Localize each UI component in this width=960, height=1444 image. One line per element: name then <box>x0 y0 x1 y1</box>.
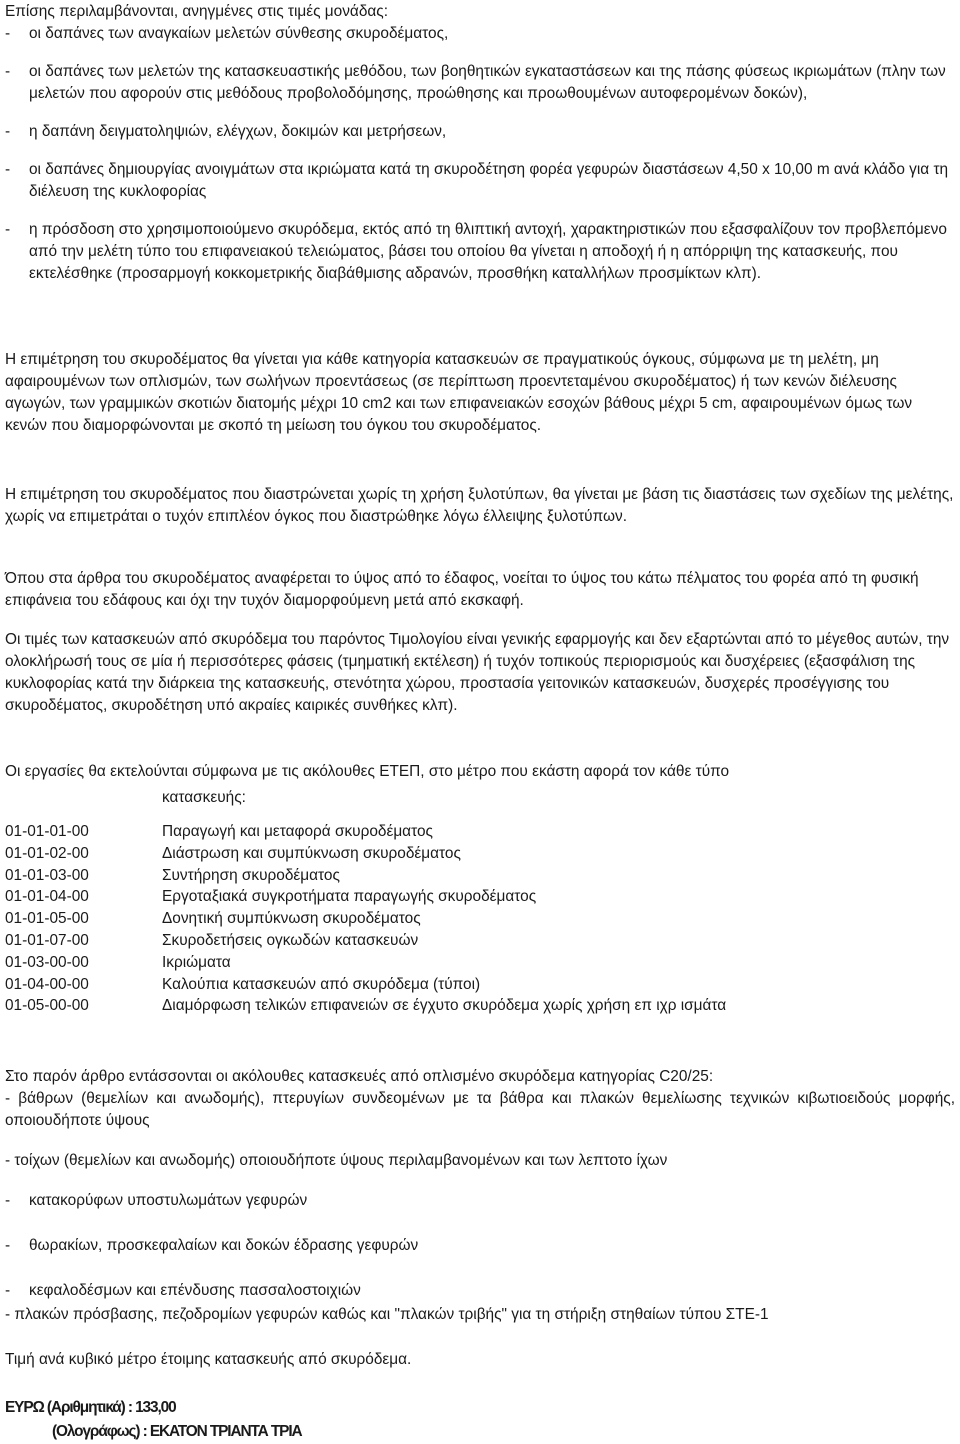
pricing-scope-paragraph: Οι τιμές των κατασκευών από σκυρόδεμα του παρόντος Τιμολογίου είναι γενικής εφαρμογής και δεν εξαρτώνται από το μέγεθος αυτών, την ολοκλήρωσή τους σε μία ή περισσότερες φάσεις (τμηματική εκτέλεση) ή τυχόν τοπικούς περιορισμούς και δυσχέρειες (εξασφάλιση της κυκλοφορίας κατά την διάρκεια της κατασκευής, στενότητα χώρου, προστασία γειτονικών κατασκευών, δυσχερές προσέγγισης του σκυροδέματος, σκυροδέτηση υπό ακραίες καιρικές συνθήκες κλπ). <box>5 631 950 714</box>
table-row: 01-01-01-00 Παραγωγή και μεταφορά σκυροδέματος <box>5 823 433 840</box>
list-item: - πλακών πρόσβασης, πεζοδρομίων γεφυρών καθώς και "πλακών τριβής" για τη στήριξη στηθαίων τύπου ΣΤΕ-1 <box>5 1306 769 1323</box>
list-item: - τοίχων (θεμελίων και ανωδομής) οποιουδήποτε ύψους περιλαμβανομένων και των λεπτοτο ίχων <box>5 1152 668 1169</box>
intro-line: Επίσης περιλαμβάνονται, ανηγμένες στις τιμές μονάδας: <box>5 3 388 20</box>
unit-price-line: Τιμή ανά κυβικό μέτρο έτοιμης κατασκευής από σκυρόδεμα. <box>5 1351 412 1368</box>
list-item: - κεφαλοδέσμων και επένδυσης πασσαλοστοιχιών <box>5 1282 361 1299</box>
article-scope-section <box>5 1066 955 1326</box>
list-item: - θωρακίων, προσκεφαλαίων και δοκών έδρασης γεφυρών <box>5 1237 419 1254</box>
table-row: 01-01-03-00 Συντήρηση σκυροδέματος <box>5 866 340 884</box>
table-row: 01-04-00-00 Καλούπια κατασκευών από σκυρόδεμα (τύποι) <box>5 975 481 993</box>
table-row: 01-01-02-00 Διάστρωση και συμπύκνωση σκυροδέματος <box>5 844 461 862</box>
table-row: 01-01-05-00 Δονητική συμπύκνωση σκυροδέματος <box>5 910 421 928</box>
height-definition-paragraph: Όπου στα άρθρα του σκυροδέματος αναφέρεται το ύψος από το έδαφος, νοείται το ύψος του κάτω πέλματος του φορέα από τη φυσική επιφάνεια του εδάφους και όχι την τυχόν διαμορφούμενη μετά από εκσκαφή. <box>5 570 919 609</box>
measurement-paragraph: Η επιμέτρηση του σκυροδέματος θα γίνεται για κάθε κατηγορία κατασκευών σε πραγματικούς όγκους, σύμφωνα με τη μελέτη, μη αφαιρουμένων των οπλισμών, των σωλήνων προεντάσεως (σε περίπτωση προεντεταμένου σκυροδέματος) ή των κενών διέλευσης αγωγών, των γραμμικών σκοτιών διατομής μέχρι 10 cm2 και των επιφανειακών εσοχών βάθους μέχρι 5 cm, αφαιρουμένων όμως των κενών που διαμορφώνονται με σκοπό τη μείωση του όγκου του σκυροδέματος. <box>5 351 913 434</box>
price-numeric: ΕΥΡΩ (Αριθμητικά) : 133,00 <box>5 1399 176 1416</box>
list-item: - η πρόσδοση στο χρησιμοποιούμενο σκυρόδεμα, εκτός από τη θλιπτική αντοχή, χαρακτηριστικών που εξασφαλίζουν τον προβλεπόμενο από την μελέτη τύπο του επιφανειακού τελειώματος, βάσει του οποίου θα γίνεται η αποδοχή ή η απόρριψη της κατασκευής, που εκτελέσθηκε (προσαρμογή κοκκομετρικής διαβάθμισης αδρανών, προσθήκη καταλλήλων προσμίκτων κλπ). <box>5 221 947 282</box>
list-item: - βάθρων (θεμελίων και ανωδομής), πτερυγίων συνδεομένων με τα βάθρα και πλακών θεμελίωσης τεχνικών κιβωτιοειδούς μορφής, οποιουδήποτε ύψους <box>5 1090 955 1129</box>
table-row: 01-03-00-00 Ικριώματα <box>5 953 231 971</box>
list-item: - κατακορύφων υποστυλωμάτων γεφυρών <box>5 1192 308 1209</box>
table-row: 01-01-04-00 Εργοταξιακά συγκροτήματα παραγωγής σκυροδέματος <box>5 888 537 906</box>
etep-intro: Οι εργασίες θα εκτελούνται σύμφωνα με τις ακόλουθες ΕΤΕΠ, στο μέτρο που εκάστη αφορά τον κάθε τύπο κατασκευής: <box>5 763 730 806</box>
price-in-words: (Ολογράφως) : ΕΚΑΤΟΝ ΤΡΙΑΝΤΑ ΤΡΙΑ <box>52 1423 302 1440</box>
included-costs-section <box>5 1 955 285</box>
article-intro: Στο παρόν άρθρο εντάσσονται οι ακόλουθες κατασκευές από οπλισμένο σκυρόδεμα κατηγορίας C20/25: <box>5 1068 714 1085</box>
list-item: - οι δαπάνες των αναγκαίων μελετών σύνθεσης σκυροδέματος, <box>5 25 449 42</box>
table-row: 01-01-07-00 Σκυροδετήσεις ογκωδών κατασκευών <box>5 931 419 949</box>
list-item: - οι δαπάνες των μελετών της κατασκευαστικής μεθόδου, των βοηθητικών εγκαταστάσεων και της πάσης φύσεως ικριωμάτων (πλην των μελετών που αφορούν στις μεθόδους προβολοδόμησης, προώθησης και προωθουμένων αυτοφερομένων δοκών), <box>5 63 946 102</box>
list-item: - οι δαπάνες δημιουργίας ανοιγμάτων στα ικριώματα κατά τη σκυροδέτηση φορέα γεφυρών διαστάσεων 4,50 x 10,00 m ανά κλάδο για τη διέλευση της κυκλοφορίας <box>5 161 949 200</box>
etep-code-list <box>5 821 955 1017</box>
list-item: - η δαπάνη δειγματοληψιών, ελέγχων, δοκιμών και μετρήσεων, <box>5 123 447 140</box>
table-row: 01-05-00-00 Διαμόρφωση τελικών επιφανειών σε έγχυτο σκυρόδεμα χωρίς χρήση επ ιχρ ισμάτα <box>5 997 727 1015</box>
measurement-no-formwork-paragraph: Η επιμέτρηση του σκυροδέματος που διαστρώνεται χωρίς τη χρήση ξυλοτύπων, θα γίνεται με βάση τις διαστάσεις των σχεδίων της μελέτης, χωρίς να επιμετράται ο τυχόν επιπλέον όγκος που διαστρώθηκε λόγω έλλειψης ξυλοτύπων. <box>5 486 954 525</box>
